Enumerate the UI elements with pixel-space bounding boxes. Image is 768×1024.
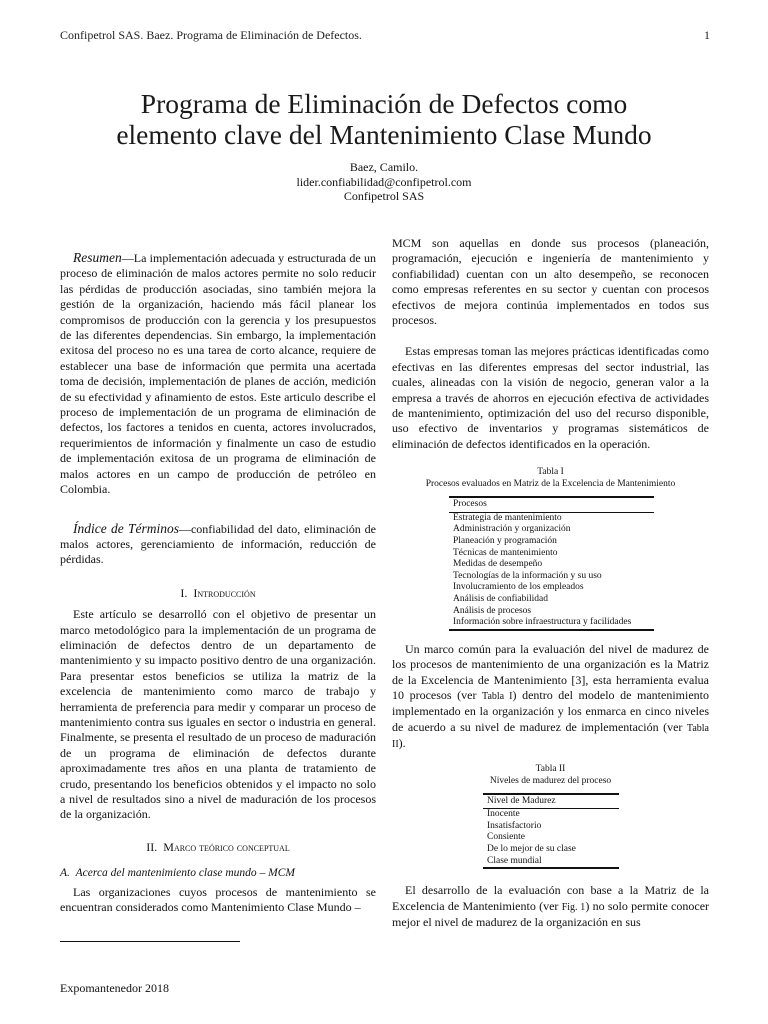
table-2-cell: De lo mejor de su clase [487, 844, 576, 855]
table-1-cell: Involucramiento de los empleados [453, 582, 584, 593]
table-1-cell: Planeación y programación [453, 536, 557, 547]
abstract [60, 250, 376, 498]
table-ref: Tabla II [392, 722, 709, 751]
table-row [449, 559, 654, 571]
table-1-cell: Medidas de desempeño [453, 559, 543, 570]
table-row [483, 844, 619, 856]
index-terms [60, 521, 376, 568]
table-2-cell: Inocente [487, 809, 520, 820]
subsection-heading [60, 866, 376, 881]
paper-title [0, 88, 768, 150]
footnote-rule [60, 941, 240, 942]
table-2-header: Nivel de Madurez [483, 794, 619, 809]
table-row [449, 548, 654, 560]
table-1-cell: Tecnologías de la información y su uso [453, 570, 602, 581]
index-terms-dash: — [178, 521, 191, 536]
paragraph-practicas: Estas empresas toman las mejores prácticas identificadas como efectivas en las diferentes empresas del sector industrial, las cuales, alineadas con la visión de negocio, generan valor a la empresa a través de ahorros en ejecución efectiva de actividades de mantenimiento, optimización del uso del recurso disponible, uso efectivo de inventarios y programas sistemáticos de eliminación de defectos identificados en la operación. [392, 344, 709, 451]
section-numeral: II. [146, 839, 158, 854]
title-line-1: Programa de Eliminación de Defectos como [140, 88, 628, 119]
table-row [483, 832, 619, 844]
section-heading-marco [60, 840, 376, 855]
author-email: lider.confiabilidad@confipetrol.com [296, 174, 472, 189]
text-span: El desarrollo de la evaluación con base a la Matriz de la Excelencia de Mantenimiento (ver [392, 883, 709, 913]
text-span: ). [398, 736, 406, 751]
subsection-label: A. [60, 867, 70, 880]
running-header: Confipetrol SAS. Baez. Programa de Eliminación de Defectos. [60, 28, 362, 42]
section-first-letter: I [193, 585, 198, 600]
section-title-rest: ntroducción [197, 585, 256, 600]
right-column [392, 236, 709, 930]
author-affiliation: Confipetrol SAS [343, 189, 425, 203]
section-heading-introduccion [60, 586, 376, 601]
table-row [449, 594, 654, 606]
table-1 [392, 466, 709, 631]
subsection-title: Acerca del mantenimiento clase mundo – MCM [75, 867, 295, 880]
page-footer: Expomantenedor 2018 [60, 981, 169, 995]
table-1-caption: Procesos evaluados en Matriz de la Excelencia de Mantenimiento [425, 479, 676, 490]
author-block [0, 160, 768, 204]
table-1-cell: Análisis de procesos [453, 605, 532, 616]
text-span: Un marco común para la evaluación del nivel de madurez de los procesos de mantenimiento de una organización es la Matriz de la Excelencia de Mantenimiento [3], esta herramienta evalua 10 procesos (ver [392, 641, 709, 703]
section-first-letter: M [163, 839, 174, 854]
text-span: ) dentro del modelo de mantenimiento implementado en la organización y los enmarca en cinco niveles de acuerdo a su nivel de madurez de implementación (ver [392, 688, 709, 734]
table-row [449, 524, 654, 536]
table-1-cell: Estrategia de mantenimiento [453, 512, 562, 523]
abstract-label: Resumen [73, 250, 122, 265]
title-line-2: elemento clave del Mantenimiento Clase Mundo [116, 119, 652, 150]
table-2-caption: Niveles de madurez del proceso [489, 775, 612, 786]
table-row [449, 606, 654, 618]
subsection-paragraph: Las organizaciones cuyos procesos de mantenimiento se encuentran considerados como Mantenimiento Clase Mundo – [60, 884, 376, 915]
table-1-header: Procesos [449, 497, 654, 512]
table-1-grid [449, 496, 654, 631]
table-row [483, 809, 619, 821]
section-title-rest: arco teórico conceptual [173, 839, 290, 854]
paragraph-desarrollo [392, 883, 709, 930]
table-row [449, 512, 654, 524]
figure-ref: Fig. 1 [561, 901, 586, 913]
table-2-label: Tabla II [535, 763, 566, 774]
table-1-cell: Administración y organización [453, 524, 571, 535]
table-row [449, 617, 654, 630]
table-1-cell: Información sobre infraestructura y facilidades [449, 617, 654, 630]
index-terms-label: Índice de Términos [73, 520, 179, 536]
table-2 [392, 763, 709, 870]
table-row [483, 821, 619, 833]
paragraph-marco-comun [392, 642, 709, 753]
left-column [60, 250, 376, 915]
paragraph-mcm: MCM son aquellas en donde sus procesos (planeación, programación, ejecución e ingeniería de mantenimiento y confiabilidad) cuentan con un alto desempeño, se reconocen como empresas referentes en su sector y cuentan con procesos efectivos de mejora continúa implementados en todos sus procesos. [392, 236, 709, 328]
table-1-cell: Técnicas de mantenimiento [453, 547, 558, 558]
table-row [483, 856, 619, 869]
table-1-cell: Análisis de confiabilidad [453, 594, 548, 605]
abstract-dash: — [121, 251, 134, 265]
table-ref: Tabla I [482, 691, 513, 703]
abstract-text: La implementación adecuada y estructurada de un proceso de eliminación de malos actores permite no solo reducir las pérdidas de producción asociadas, sino también mejora la gestión de la organización, haciendo más fácil planear los compromisos de producción con la gerencia y los presupuestos de las diferentes dependencias. Sin embargo, la implementación exitosa del proceso no es una tarea de corto alcance, requiere de establecer una base de información que permita una acertada toma de decisión, implementación de planes de acción, medición de su efectividad y afinamiento de estos. Este articulo describe el proceso de implementación de un programa de eliminación de defectos, los factores a tenidos en cuenta, actores involucrados, requerimientos de información y finalmente un caso de estudio de implementación exitosa de un programa de eliminación de malos actores en un campo de producción de petróleo en Colombia. [60, 251, 376, 497]
section-numeral: I. [180, 585, 188, 600]
table-1-label: Tabla I [537, 467, 564, 478]
index-terms-text: confiabilidad del dato, eliminación de malos actores, gerenciamiento de información, reducción de pérdidas. [60, 521, 376, 567]
table-2-cell: Insatisfactorio [487, 820, 542, 831]
table-2-cell: Clase mundial [483, 856, 619, 869]
introduction-paragraph: Este artículo se desarrolló con el objetivo de presentar un marco metodológico para la implementación de un programa de eliminación de defectos dentro de un departamento de mantenimiento y su impacto positivo dentro de una organización. Para presentar estos beneficios se utiliza la matriz de la excelencia de mantenimiento como marco de trabajo y herramienta de preferencia para medir y comparar un proceso de mantenimiento contra sus iguales en sector o industria en general. Finalmente, se presenta el resultado de un proceso de maduración de un programa de eliminación de defectos durante aproximadamente tres años en una planta de tratamiento de crudo, presentando los beneficios obtenidos y el impacto no solo a nivel de resultados sino a nivel de maduración de los procesos de la organización. [60, 607, 376, 822]
table-2-cell: Consiente [487, 832, 525, 843]
author-name: Baez, Camilo. [349, 160, 419, 174]
table-2-grid [483, 793, 619, 870]
table-row [449, 536, 654, 548]
table-row [449, 582, 654, 594]
table-row [449, 571, 654, 583]
page-number: 1 [704, 28, 710, 42]
text-span: ) no solo permite conocer mejor el nivel de madurez de la organización en sus [392, 898, 710, 930]
